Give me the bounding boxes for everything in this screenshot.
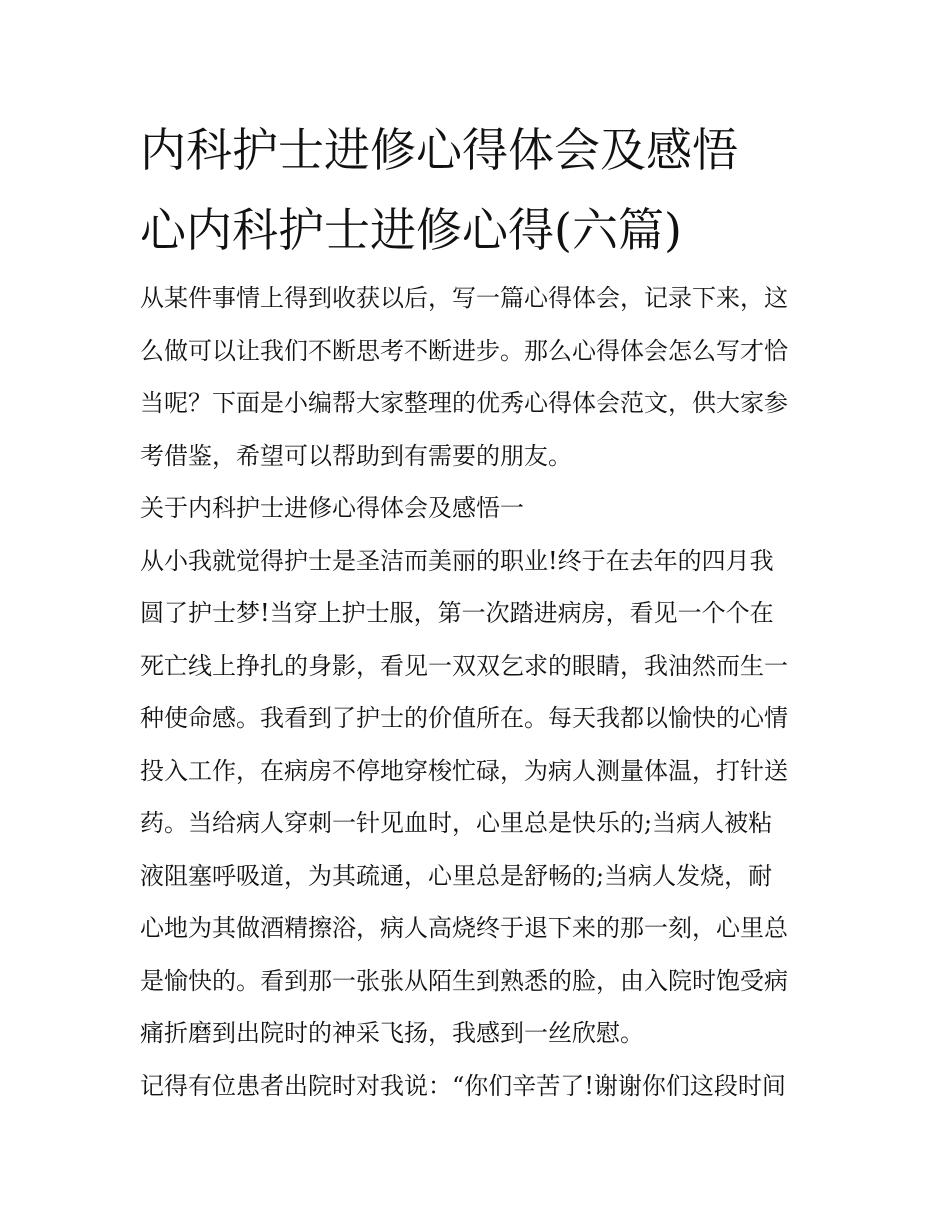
body-line: 死亡线上挣扎的身影，看见一双双乞求的眼睛，我油然而生一: [140, 651, 788, 680]
body-line: 么做可以让我们不断思考不断进步。那么心得体会怎么写才恰: [140, 336, 788, 365]
document-body: [140, 272, 820, 1112]
body-line: 投入工作，在病房不停地穿梭忙碌，为病人测量体温，打针送: [140, 756, 788, 785]
body-line: 当呢？下面是小编帮大家整理的优秀心得体会范文，供大家参: [140, 389, 788, 417]
body-line: 液阻塞呼吸道，为其疏通，心里总是舒畅的;当病人发烧，耐: [140, 861, 773, 890]
title-line-2: 心内科护士进修心得(六篇): [140, 203, 682, 257]
body-line: 是愉快的。看到那一张张从陌生到熟悉的脸，由入院时饱受病: [140, 966, 788, 995]
document-title: [140, 110, 820, 270]
body-line: 药。当给病人穿刺一针见血时，心里总是快乐的;当病人被粘: [140, 809, 773, 837]
body-line: 从某件事情上得到收获以后，写一篇心得体会，记录下来，这: [140, 284, 788, 312]
body-line: 种使命感。我看到了护士的价值所在。每天我都以愉快的心情: [140, 704, 788, 732]
body-line: 心地为其做酒精擦浴，病人高烧终于退下来的那一刻，心里总: [140, 914, 788, 942]
body-line: 考借鉴，希望可以帮助到有需要的朋友。: [140, 441, 572, 470]
body-line: 痛折磨到出院时的神采飞扬，我感到一丝欣慰。: [140, 1019, 644, 1047]
body-line: 记得有位患者出院时对我说：“你们辛苦了!谢谢你们这段时间: [140, 1071, 786, 1100]
body-line: 圆了护士梦!当穿上护士服，第一次踏进病房，看见一个个在: [140, 599, 774, 627]
body-line: 从小我就觉得护士是圣洁而美丽的职业!终于在去年的四月我: [140, 546, 774, 575]
section-heading: 关于内科护士进修心得体会及感悟一: [140, 494, 524, 522]
title-line-1: 内科护士进修心得体会及感悟: [140, 123, 738, 177]
